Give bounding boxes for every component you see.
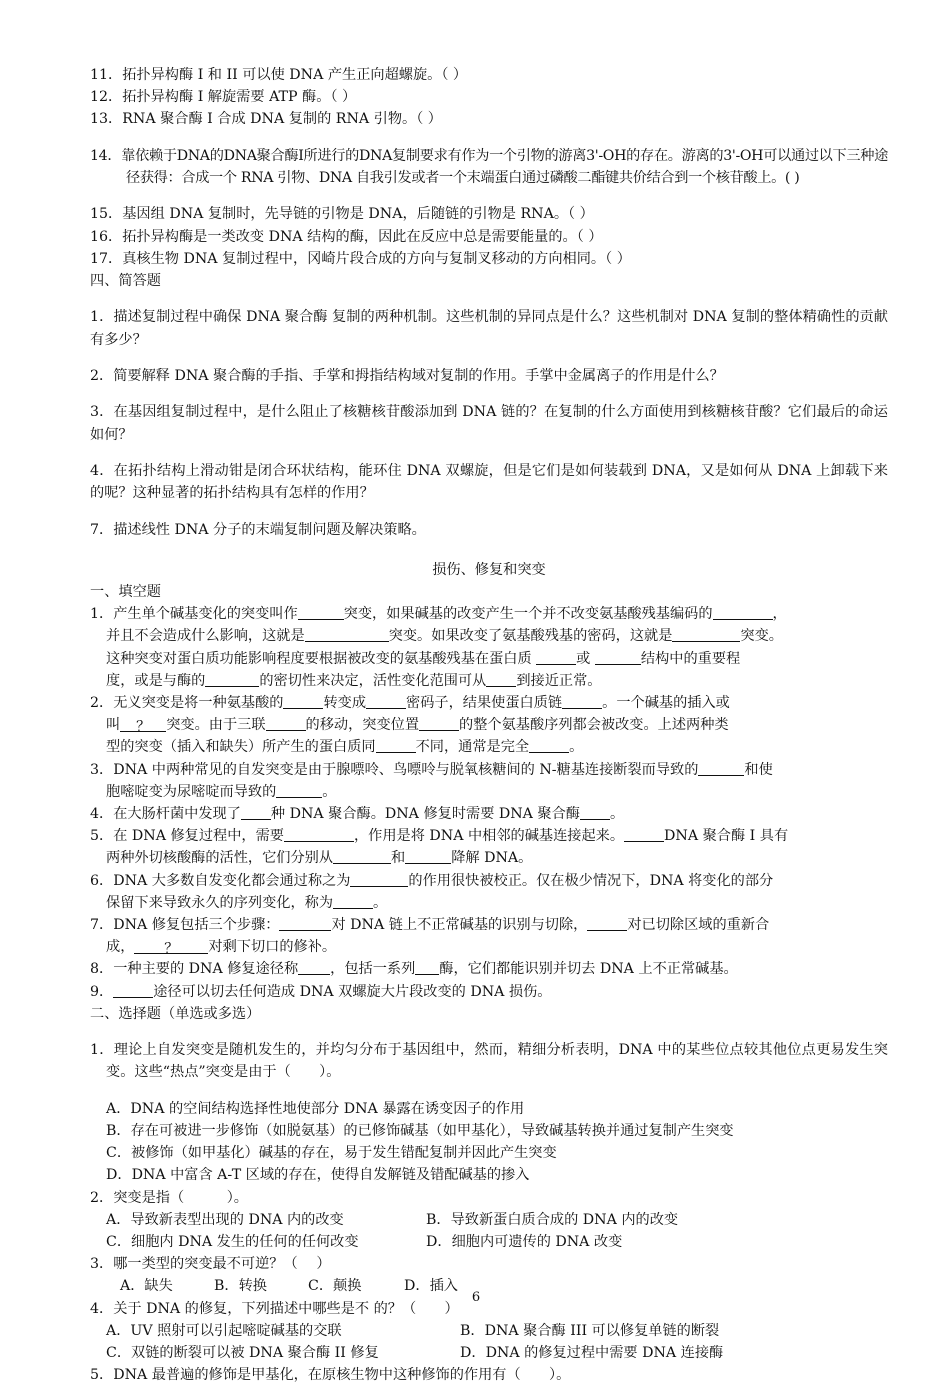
fill-q9-text-a: 9． xyxy=(90,983,114,1000)
answer-blank[interactable] xyxy=(672,626,740,642)
mc-question-2-stem: 2．突变是指（ ）。 xyxy=(90,1189,248,1206)
short-answer-item-7: 7．描述线性 DNA 分子的末端复制问题及解决策略。 xyxy=(90,521,426,538)
fill-q1-text-e: 突变。如果改变了氨基酸残基的密码，这就是 xyxy=(388,628,673,645)
fill-q2-text-c: 密码子，结果使蛋白质链 xyxy=(406,694,563,711)
answer-blank[interactable] xyxy=(333,893,373,909)
tf-item-15: 15．基因组 DNA 复制时，先导链的引物是 DNA，后随链的引物是 RNA。（ ） xyxy=(90,206,594,223)
fill-q1-text-f: 突变。 xyxy=(740,628,783,645)
fill-q7-text-c: 对已切除区域的重新合 xyxy=(627,917,770,934)
fill-q6-text-b: 的作用很快被校正。仅在极少情况下，DNA 将变化的部分 xyxy=(408,872,774,889)
tf-item-12: 12．拓扑异构酶 I 解旋需要 ATP 酶。（ ） xyxy=(90,89,357,106)
mc-question-5-stem: 5．DNA 最普遍的修饰是甲基化，在原核生物中这种修饰的作用有（ ）。 xyxy=(90,1367,571,1384)
fill-q6-text-c: 保留下来导致永久的序列变化，称为 xyxy=(106,894,334,911)
fill-q2-text-b: 转变成 xyxy=(323,694,367,711)
fill-q2-text-e: 叫 xyxy=(106,717,121,734)
fill-question-2 xyxy=(90,692,888,759)
document-page xyxy=(90,64,888,1386)
fill-q3-text-b: 和使 xyxy=(744,761,773,778)
mc-q1-option-b[interactable]: B．存在可被进一步修饰（如脱氨基）的已修饰碱基（如甲基化），导致碱基转换并通过复制产生突变 xyxy=(106,1123,734,1140)
answer-blank[interactable]: ？ xyxy=(134,938,208,954)
mc-q2-option-c[interactable]: C．细胞内 DNA 发生的任何的任何改变 xyxy=(106,1234,359,1251)
answer-blank[interactable] xyxy=(279,915,331,931)
mc-q4-option-a[interactable]: A．UV 照射可以引起嘧啶碱基的交联 xyxy=(106,1322,342,1339)
fill-q4-text-b: 种 DNA 聚合酶。DNA 修复时需要 DNA 聚合酶 xyxy=(270,806,580,822)
fill-q5-text-b: ，作用是将 DNA 中相邻的碱基连接起来。 xyxy=(353,828,625,845)
answer-blank[interactable] xyxy=(266,715,306,731)
fill-q7-text-e: 对剩下切口的修补。 xyxy=(208,939,337,956)
fill-q3-text-d: 。 xyxy=(322,783,337,800)
mc-q3-option-d[interactable]: D．插入 xyxy=(404,1278,458,1295)
answer-blank[interactable] xyxy=(283,693,323,709)
fill-q1-text-b: 突变，如果碱基的改变产生一个并不改变氨基酸残基编码的 xyxy=(343,606,713,623)
short-answer-item-4: 4．在拓扑结构上滑动钳是闭合环状结构，能环住 DNA 双螺旋，但是它们是如何装载到 DNA，又是如何从 DNA 上卸载下来的呢？这种显著的拓扑结构具有怎样的作用？ xyxy=(90,462,888,502)
fill-q9-text-b: 途径可以切去任何造成 DNA 双螺旋大片段改变的 DNA 损伤。 xyxy=(153,983,552,1000)
answer-blank[interactable] xyxy=(284,826,354,842)
mc-q3-option-a[interactable]: A．缺失 xyxy=(120,1278,173,1295)
fill-q1-text-i: 结构中的重要程 xyxy=(640,650,741,667)
fill-q8-text-a: 8．一种主要的 DNA 修复途径称 xyxy=(90,961,299,978)
fill-q3-text-c: 胞嘧啶变为尿嘧啶而导致的 xyxy=(106,783,277,800)
fill-q5-text-d: 两种外切核酸酶的活性，它们分别从 xyxy=(106,850,334,867)
mc-question-3-stem: 3．哪一类型的突变最不可逆？（ ） xyxy=(90,1256,331,1273)
mc-q1-option-d[interactable]: D．DNA 中富含 A-T 区域的存在，使得自发解链及错配碱基的掺入 xyxy=(106,1167,530,1184)
fill-question-5 xyxy=(90,825,888,869)
answer-blank[interactable] xyxy=(624,826,664,842)
answer-blank[interactable]: ？ xyxy=(120,716,166,732)
fill-q1-text-h: 或 xyxy=(576,650,591,667)
fill-q5-text-c: DNA 聚合酶 I 具有 xyxy=(664,828,789,845)
fill-q2-text-a: 2．无义突变是将一种氨基酸的 xyxy=(90,694,284,711)
mc-q2-option-b[interactable]: B．导致新蛋白质合成的 DNA 内的改变 xyxy=(426,1211,679,1228)
short-answer-item-1: 1．描述复制过程中确保 DNA 聚合酶 复制的两种机制。这些机制的异同点是什么？这些机制对 DNA 复制的整体精确性的贡献有多少？ xyxy=(90,309,888,348)
fill-q2-text-j: 不同，通常是完全 xyxy=(415,739,530,756)
fill-q1-text-a: 1．产生单个碱基变化的突变叫作 xyxy=(90,606,298,623)
fill-q5-text-e: 和 xyxy=(391,850,406,867)
fill-q5-text-a: 5．在 DNA 修复过程中，需要 xyxy=(90,828,284,845)
fill-q2-text-h: 的整个氨基酸序列都会被改变。上述两种类 xyxy=(459,717,729,734)
answer-blank[interactable] xyxy=(415,959,439,975)
fill-q1-text-c: ， xyxy=(772,606,787,623)
section-title: 损伤、修复和突变 xyxy=(432,561,546,578)
answer-blank[interactable] xyxy=(241,804,271,820)
mc-q2-option-a[interactable]: A．导致新表型出现的 DNA 内的改变 xyxy=(106,1211,344,1228)
answer-blank[interactable] xyxy=(305,626,389,642)
answer-blank[interactable] xyxy=(298,604,344,620)
fill-q6-text-a: 6．DNA 大多数自发变化都会通过称之为 xyxy=(90,872,351,889)
fill-heading: 一、填空题 xyxy=(90,583,161,600)
answer-blank[interactable] xyxy=(366,693,406,709)
answer-blank[interactable] xyxy=(405,848,451,864)
fill-q1-text-g: 这种突变对蛋白质功能影响程度要根据被改变的氨基酸残基在蛋白质 xyxy=(106,650,532,667)
fill-q7-text-d: 成， xyxy=(106,939,135,956)
fill-question-3 xyxy=(90,759,888,803)
tf-item-17: 17．真核生物 DNA 复制过程中，冈崎片段合成的方向与复制叉移动的方向相同。（ ） xyxy=(90,250,631,267)
fill-q3-text-a: 3．DNA 中两种常见的自发突变是由于腺嘌呤、鸟嘌呤与脱氧核糖间的 N-糖基连接断裂而导致的 xyxy=(90,761,699,778)
answer-blank[interactable] xyxy=(562,693,602,709)
answer-blank[interactable] xyxy=(333,848,391,864)
page-number: 6 xyxy=(471,1290,481,1305)
mc-q1-option-c[interactable]: C．被修饰（如甲基化）碱基的存在，易于发生错配复制并因此产生突变 xyxy=(106,1145,557,1162)
fill-q5-text-f: 降解 DNA。 xyxy=(451,850,533,867)
answer-blank[interactable] xyxy=(713,604,773,620)
answer-blank[interactable] xyxy=(486,671,516,687)
tf-item-14: 14．靠依赖于DNA的DNA聚合酶I所进行的DNA复制要求有作为一个引物的游离3'-OH的存在。游离的3'-OH可以通过以下三种途径获得：合成一个 RNA 引物、DNA 自我引发或者一个末端蛋白通过磷酸二酯键共价结合到一个核苷酸上。( ) xyxy=(90,147,888,186)
fill-question-7 xyxy=(90,914,888,958)
answer-blank[interactable] xyxy=(536,649,576,665)
answer-blank[interactable] xyxy=(587,915,627,931)
answer-blank[interactable] xyxy=(205,671,259,687)
mc-question-4-stem: 4．关于 DNA 的修复，下列描述中哪些是不 的？（ ） xyxy=(90,1300,459,1317)
fill-q8-text-b: ，包括一系列 xyxy=(330,961,416,978)
fill-q2-text-i: 型的突变（插入和缺失）所产生的蛋白质同 xyxy=(106,739,376,756)
fill-q1-text-k: 的密切性来决定，活性变化范围可从 xyxy=(259,672,487,689)
mc-q4-option-d[interactable]: D．DNA 的修复过程中需要 DNA 连接酶 xyxy=(460,1345,724,1362)
fill-q1-text-j: 度，或是与酶的 xyxy=(106,672,206,689)
fill-q2-text-d: 。一个碱基的插入或 xyxy=(602,694,730,711)
fill-q4-text-c: 。 xyxy=(610,806,625,822)
answer-blank[interactable] xyxy=(580,804,610,820)
mc-q3-option-b[interactable]: B．转换 xyxy=(214,1278,267,1295)
answer-blank[interactable] xyxy=(595,649,641,665)
short-answer-heading: 四、简答题 xyxy=(90,273,161,289)
mc-q4-option-c[interactable]: C．双链的断裂可以被 DNA 聚合酶 II 修复 xyxy=(106,1345,379,1362)
answer-blank[interactable] xyxy=(276,782,322,798)
fill-q7-text-a: 7．DNA 修复包括三个步骤： xyxy=(90,917,280,934)
tf-item-13: 13．RNA 聚合酶 I 合成 DNA 复制的 RNA 引物。（ ） xyxy=(90,111,442,128)
fill-q4-text-a: 4．在大肠杆菌中发现了 xyxy=(90,806,241,822)
answer-blank[interactable] xyxy=(298,959,330,975)
fill-question-4 xyxy=(90,803,888,825)
fill-q7-text-b: 对 DNA 链上不正常碱基的识别与切除， xyxy=(331,917,588,934)
fill-q6-text-d: 。 xyxy=(373,894,388,911)
fill-q1-text-d: 并且不会造成什么影响，这就是 xyxy=(106,628,305,645)
fill-q8-text-c: 酶，它们都能识别并切去 DNA 上不正常碱基。 xyxy=(439,961,738,978)
fill-q2-text-f: 突变。由于三联 xyxy=(166,717,266,734)
mc-q1-option-a[interactable]: A．DNA 的空间结构选择性地使部分 DNA 暴露在诱变因子的作用 xyxy=(106,1100,525,1117)
fill-q1-text-l: 到接近正常。 xyxy=(516,672,602,689)
fill-question-6 xyxy=(90,870,888,914)
mc-question-1-stem: 1．理论上自发突变是随机发生的，并均匀分布于基因组中，然而，精细分析表明，DNA 中的某些位点较其他位点更易发生突变。这些“热点”突变是由于（ ）。 xyxy=(90,1042,888,1081)
fill-question-9 xyxy=(90,981,888,1003)
short-answer-item-2: 2．简要解释 DNA 聚合酶的手指、手掌和拇指结构域对复制的作用。手掌中金属离子的作用是什么？ xyxy=(90,367,724,384)
answer-blank[interactable] xyxy=(419,715,459,731)
mc-q2-option-d[interactable]: D．细胞内可遗传的 DNA 改变 xyxy=(426,1234,623,1251)
fill-question-8 xyxy=(90,958,888,980)
answer-blank[interactable] xyxy=(529,737,569,753)
tf-item-16: 16．拓扑异构酶是一类改变 DNA 结构的酶，因此在反应中总是需要能量的。（ ） xyxy=(90,228,603,245)
answer-blank[interactable] xyxy=(698,760,744,776)
mc-q4-option-b[interactable]: B．DNA 聚合酶 III 可以修复单链的断裂 xyxy=(460,1322,720,1339)
mc-heading: 二、选择题（单选或多选） xyxy=(90,1005,261,1022)
answer-blank[interactable] xyxy=(350,871,408,887)
fill-q2-text-g: 的移动，突变位置 xyxy=(305,717,420,734)
answer-blank[interactable] xyxy=(376,737,416,753)
fill-question-1 xyxy=(90,603,888,692)
mc-q3-option-c[interactable]: C．颠换 xyxy=(308,1278,362,1295)
tf-item-11: 11．拓扑异构酶 I 和 II 可以使 DNA 产生正向超螺旋。（ ） xyxy=(90,67,468,83)
fill-q2-text-k: 。 xyxy=(569,739,584,756)
short-answer-item-3: 3．在基因组复制过程中，是什么阻止了核糖核苷酸添加到 DNA 链的？在复制的什么方面使用到核糖核苷酸？它们最后的命运如何？ xyxy=(90,404,888,443)
answer-blank[interactable] xyxy=(113,982,153,998)
